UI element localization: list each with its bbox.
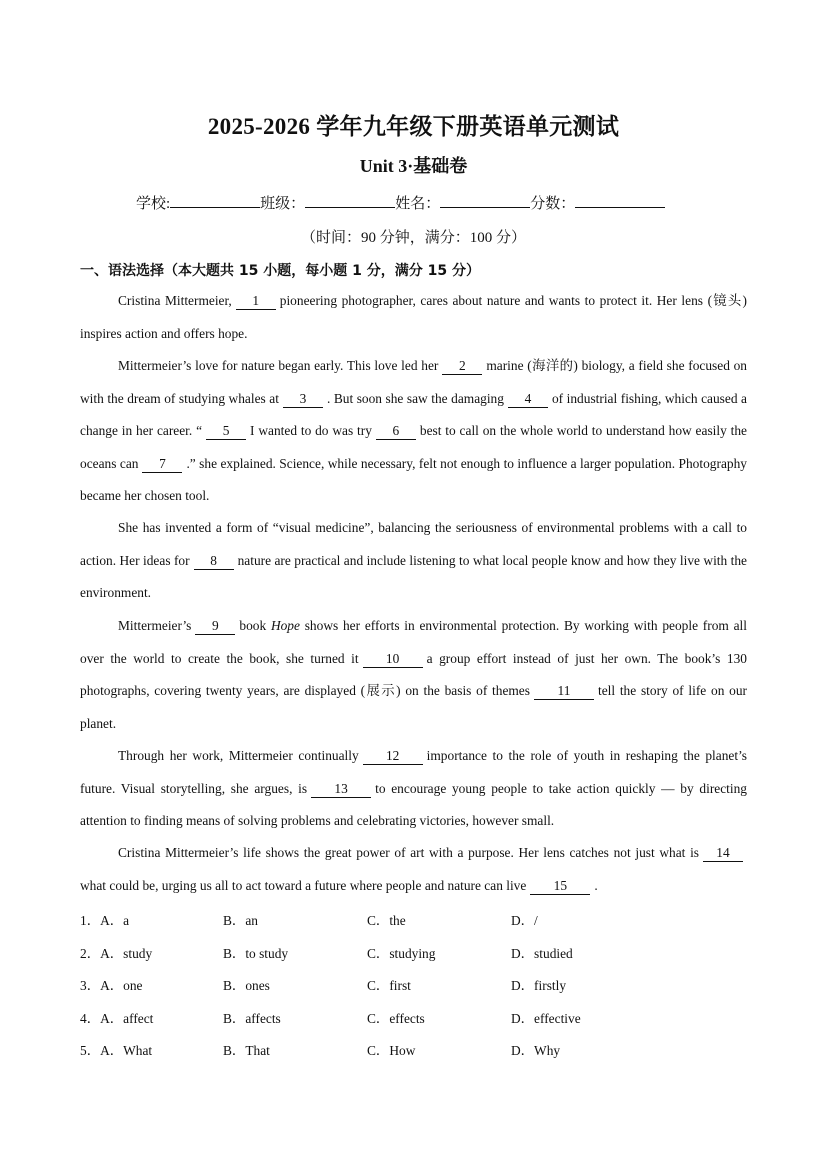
- option-b[interactable]: B．That: [223, 1043, 270, 1058]
- question-number-option-a[interactable]: [80, 943, 152, 962]
- name-blank[interactable]: [440, 192, 530, 208]
- text: Through her work, Mittermeier continually: [118, 748, 359, 763]
- blank-1[interactable]: 1: [236, 293, 276, 310]
- exam-subtitle: Unit 3·基础卷: [359, 156, 468, 176]
- option-b[interactable]: B．ones: [223, 978, 270, 993]
- blank-7[interactable]: 7: [142, 456, 182, 473]
- text: what could be, urging us all to act toward a future where people and nature can live: [80, 877, 527, 893]
- text: She has invented a form of “visual medicine”, balancing the seriousness of environmental problems with a call to action. Her ideas for: [80, 520, 747, 568]
- text: of industrial fishing, which caused a change in her career. “: [80, 390, 747, 438]
- book-title: Hope: [270, 618, 300, 633]
- text: Cristina Mittermeier,: [118, 293, 232, 308]
- option-d[interactable]: D．/: [511, 913, 538, 928]
- text: .: [594, 877, 598, 893]
- text: marine (海洋的) biology, a field she focused on with the dream of studying whales at: [80, 358, 748, 406]
- text: Cristina Mittermeier’s life shows the great power of art with a purpose. Her lens catches not just what is: [118, 845, 699, 860]
- option-c[interactable]: C．effects: [367, 1011, 425, 1026]
- score-blank[interactable]: [575, 192, 665, 208]
- option-a: A．a: [100, 913, 130, 928]
- passage-paragraph-4: [80, 610, 747, 740]
- school-blank[interactable]: [170, 192, 260, 208]
- blank-14[interactable]: 14: [703, 845, 743, 862]
- option-d[interactable]: D．firstly: [511, 978, 567, 993]
- blank-11[interactable]: 11: [534, 683, 594, 700]
- text: . But soon she saw the damaging: [326, 390, 504, 406]
- text: .” she explained. Science, while necessary, felt not enough to influence a larger population. Photography became her chosen tool.: [80, 455, 747, 503]
- blank-8[interactable]: 8: [194, 553, 234, 570]
- score-label: 分数：: [530, 196, 576, 212]
- question-number: 5．: [80, 1043, 101, 1058]
- text: I wanted to do was try: [250, 423, 372, 438]
- option-a: A．What: [100, 1043, 153, 1058]
- option-a: A．affect: [100, 1011, 154, 1026]
- passage-paragraph-6: [80, 837, 747, 902]
- passage-paragraph-3: [80, 512, 747, 610]
- text: Mittermeier’s love for nature began early. This love led her: [118, 358, 439, 373]
- question-number: 4．: [80, 1011, 101, 1026]
- text: pioneering photographer, cares about nature and wants to protect it. Her lens (镜头) inspires action and offers hope.: [80, 293, 747, 341]
- option-b[interactable]: B．to study: [223, 946, 289, 961]
- question-number: 1．: [80, 913, 101, 928]
- option-d[interactable]: D．Why: [511, 1043, 561, 1058]
- blank-2[interactable]: 2: [442, 358, 482, 375]
- blank-9[interactable]: 9: [195, 618, 235, 635]
- question-number-option-a[interactable]: [80, 910, 129, 929]
- class-blank[interactable]: [305, 192, 395, 208]
- option-c[interactable]: C．How: [367, 1043, 416, 1058]
- text: to encourage young people to take action quickly — by directing attention to finding means of solving problems and celebrating victories, however small.: [80, 780, 747, 828]
- name-label: 姓名：: [395, 196, 441, 212]
- blank-13[interactable]: 13: [311, 781, 371, 798]
- option-d[interactable]: D．studied: [511, 946, 573, 961]
- passage-paragraph-5: [80, 740, 747, 838]
- text: best to call on the whole world to understand how easily the oceans can: [80, 423, 747, 471]
- passage-paragraph-2: [80, 350, 747, 513]
- section-heading: 一、语法选择（本大题共 15 小题，每小题 1 分，满分 15 分）: [80, 263, 480, 279]
- text: Mittermeier’s: [118, 618, 192, 633]
- blank-4[interactable]: 4: [508, 391, 548, 408]
- passage-paragraph-1: [80, 285, 747, 350]
- option-a: A．study: [100, 946, 153, 961]
- option-c[interactable]: C．the: [367, 913, 406, 928]
- class-label: 班级：: [260, 196, 306, 212]
- exam-title: 2025-2026 学年九年级下册英语单元测试: [207, 114, 620, 139]
- blank-3[interactable]: 3: [283, 391, 323, 408]
- question-number-option-a[interactable]: [80, 1040, 152, 1059]
- text: book: [239, 618, 267, 633]
- option-b[interactable]: B．an: [223, 913, 258, 928]
- school-label: 学校:: [136, 196, 171, 212]
- option-a: A．one: [100, 978, 143, 993]
- student-info-line: [136, 192, 665, 213]
- question-number: 3．: [80, 978, 101, 993]
- time-info: （时间：90 分钟，满分：100 分）: [300, 230, 526, 246]
- text: shows her efforts in environmental protection. By working with people from all over the world to create the book, she turned it: [80, 618, 747, 666]
- text: nature are practical and include listening to what local people know and how they live with the environment.: [80, 552, 748, 600]
- question-number-option-a[interactable]: [80, 975, 143, 994]
- text: tell the story of life on our planet.: [80, 683, 747, 731]
- option-d[interactable]: D．effective: [511, 1011, 581, 1026]
- blank-6[interactable]: 6: [376, 423, 416, 440]
- blank-12[interactable]: 12: [363, 748, 423, 765]
- text: a group effort instead of just her own. The book’s 130 photographs, covering twenty years, are displayed (展示) on the basis of themes: [80, 650, 747, 698]
- question-number-option-a[interactable]: [80, 1008, 153, 1027]
- question-number: 2．: [80, 946, 101, 961]
- blank-10[interactable]: 10: [363, 651, 423, 668]
- text: importance to the role of youth in reshaping the planet’s future. Visual storytelling, she argues, is: [80, 748, 748, 796]
- blank-15[interactable]: 15: [530, 878, 590, 895]
- option-c[interactable]: C．first: [367, 978, 411, 993]
- blank-5[interactable]: 5: [206, 423, 246, 440]
- option-c[interactable]: C．studying: [367, 946, 436, 961]
- option-b[interactable]: B．affects: [223, 1011, 281, 1026]
